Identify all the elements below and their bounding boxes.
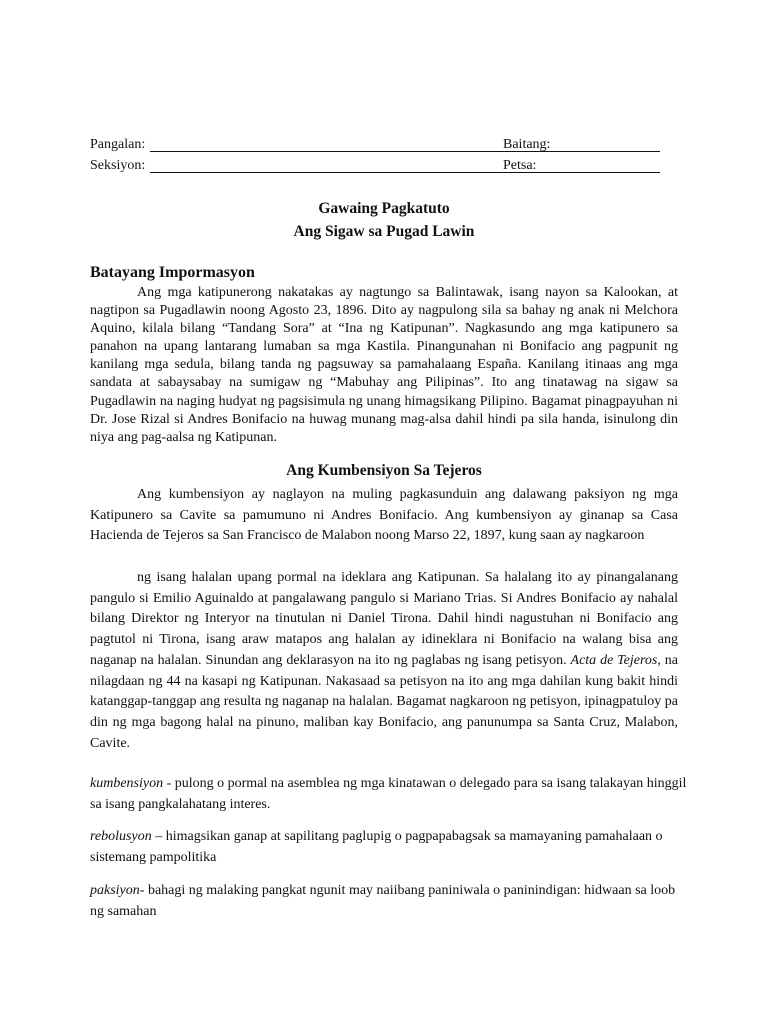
name-grade-line: [90, 136, 662, 154]
document-subtitle: Ang Sigaw sa Pugad Lawin: [293, 223, 475, 240]
date-label: Petsa:: [503, 158, 537, 173]
name-label: Pangalan:: [90, 137, 146, 152]
tejeros-heading: Ang Kumbensiyon Sa Tejeros: [286, 462, 482, 479]
glossary-entry: [90, 827, 690, 868]
grade-label: Baitang:: [503, 137, 551, 152]
glossary-term: paksiyon-: [90, 883, 145, 898]
tejeros-paragraph-1: Ang kumbensiyon ay naglayon na muling pagkasunduin ang dalawang paksiyon ng mga Katipunero sa Cavite sa pamumuno ni Andres Bonifacio. Ang kumbensiyon ay ginanap sa Casa Hacienda de Tejeros sa San Francisco de Malabon noong Marso 22, 1897, kung saan ay nagkaroon: [90, 487, 678, 543]
glossary-definition: - pulong o pormal na asemblea ng mga kinatawan o delegado para sa isang talakayan hinggil sa isang pangkalahatang interes.: [90, 776, 687, 812]
section-label: Seksiyon:: [90, 158, 146, 173]
glossary-definition: – himagsikan ganap at sapilitang paglupig o pagpapabagsak sa mamayaning pamahalaan o sistemang pampolitika: [90, 829, 663, 865]
tejeros-paragraph-2: [90, 568, 678, 754]
grade-blank[interactable]: [555, 151, 660, 152]
tejeros-paragraph-2-part-a: ng isang halalan upang pormal na ideklara ang Katipunan. Sa halalang ito ay pinangalanang pangulo si Emilio Aguinaldo at pangalawang pangulo si Mariano Trias. Si Andres Bonifacio ay nahalal bilang Direktor ng Interyor na tinutulan ni Daniel Tirona. Dahil hindi nagustuhan ni Bonifacio ang pagtutol ni Tirona, isang araw matapos ang halalan ay idineklara ni Bonifacio na walang bisa ang naganap na halalan. Sinundan ang deklarasyon na ito ng paglabas ng isang petisyon.: [90, 570, 678, 668]
glossary-entry: [90, 774, 690, 815]
section-date-line: [90, 157, 662, 175]
glossary-term: kumbensiyon: [90, 776, 164, 791]
glossary-definition: bahagi ng malaking pangkat ngunit may naiibang paniniwala o paninindigan: hidwaan sa loob ng samahan: [90, 883, 676, 919]
tejeros-paragraph-2-part-b: na nilagdaan ng 44 na kasapi ng Katipunan. Nakasaad sa petisyon na ito ang mga dahilan kung bakit hindi katanggap-tanggap ang resulta ng naganap na halalan. Bagamat nagkaroon ng petisyon, ipinagpatuloy pa din ng mga bagong halal na pinuno, maliban kay Bonifacio, ang panunumpa sa Santa Cruz, Malabon, Cavite.: [90, 652, 678, 751]
glossary-term: rebolusyon: [90, 829, 152, 844]
date-blank[interactable]: [555, 172, 660, 173]
basic-info-paragraph: Ang mga katipunerong nakatakas ay nagtungo sa Balintawak, isang nayon sa Kalookan, at nagtipon sa Pugadlawin noong Agosto 23, 1896. Dito ay nagpulong sila sa bahay ng anak ni Melchora Aquino, kilala bilang “Tandang Sora” at “Ina ng Katipunan”. Nagkasundo ang mga katipunero sa panahon na upang lantarang lumaban sa mga Kastila. Pinangunahan ni Bonifacio ang pagpunit ng kanilang mga sedula, bilang tanda ng pagsuway sa pamahalaang España. Kanilang itinaas ang mga sandata at sabaysabay na sumigaw ng “Mabuhay ang Pilipinas”. Ito ang tinatawag na sigaw sa Pugadlawin na naging hudyat ng pagsisimula ng unang himagsikang Pilipino. Bagamat pinagpayuhan ni Dr. Jose Rizal si Andres Bonifacio na huwag munang mag-alsa dahil hindi pa sila handa, isinulong din niya ang pag-aalsa ng Katipunan.: [90, 285, 678, 445]
basic-info-heading: Batayang Impormasyon: [90, 264, 255, 281]
glossary-entry: [90, 881, 690, 922]
document-title: Gawaing Pagkatuto: [318, 200, 450, 217]
acta-de-tejeros-term: Acta de Tejeros,: [570, 652, 661, 668]
